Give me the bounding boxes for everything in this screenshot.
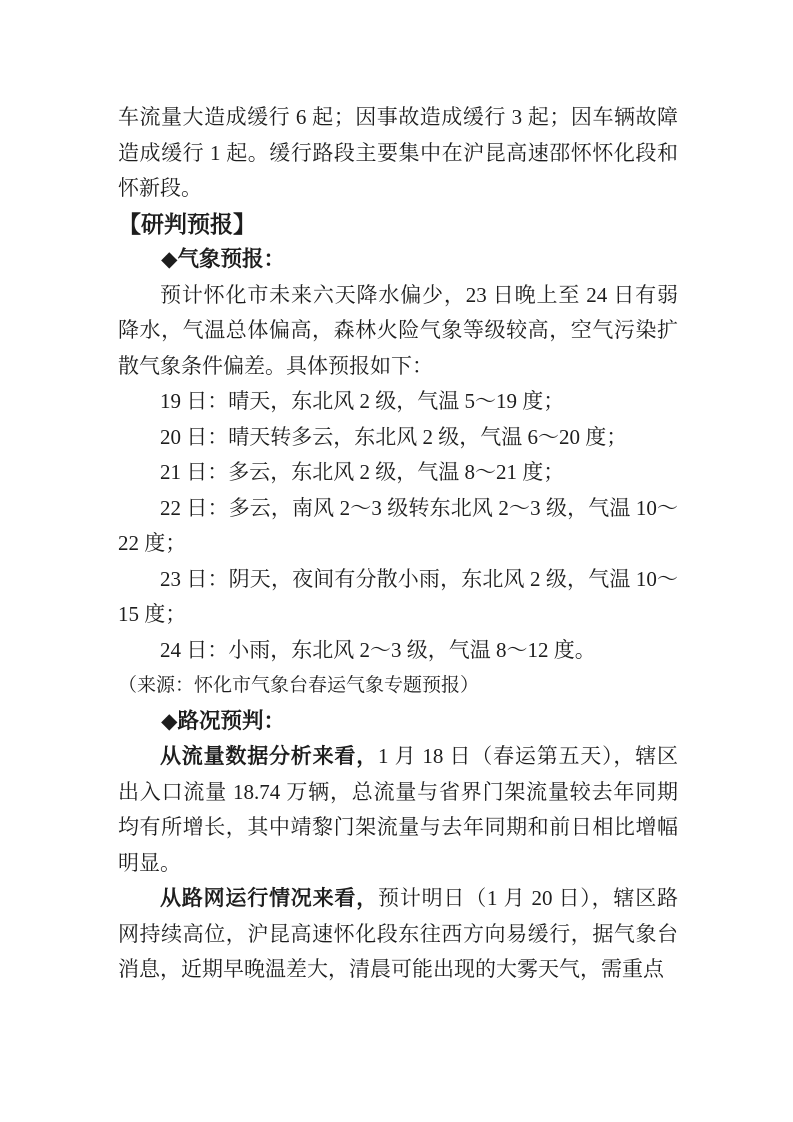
forecast-day-24: 24 日：小雨，东北风 2～3 级，气温 8～12 度。 bbox=[160, 637, 596, 662]
forecast-day-22: 22 日：多云，南风 2～3 级转东北风 2～3 级，气温 10～22 度； bbox=[118, 495, 678, 555]
paragraph-slowdown-summary: 车流量大造成缓行 6 起；因事故造成缓行 3 起；因车辆故障造成缓行 1 起。缓行路段主要集中在沪昆高速邵怀怀化段和怀新段。 bbox=[118, 105, 678, 200]
flow-analysis-text: 1 月 18 日（春运第五天），辖区出入口流量 18.74 万辆，总流量与省界门架流量较去年同期均有所增长，其中靖黎门架流量与去年同期和前日相比增幅明显。 bbox=[118, 744, 679, 875]
source-attribution: （来源：怀化市气象台春运气象专题预报） bbox=[118, 675, 480, 696]
weather-forecast-heading: ◆气象预报： bbox=[161, 247, 286, 271]
forecast-day-20: 20 日：晴天转多云，东北风 2 级，气温 6～20 度； bbox=[160, 424, 628, 449]
flow-analysis-lead: 从流量数据分析来看， bbox=[160, 745, 379, 768]
network-outlook-lead: 从路网运行情况来看， bbox=[160, 887, 379, 910]
network-outlook-text: 预计明日（1 月 20 日），辖区路网持续高位，沪昆高速怀化段东往西方向易缓行，据气象台消息，近期早晚温差大，清晨可能出现的大雾天气，需重点 bbox=[118, 886, 679, 981]
forecast-day-23: 23 日：阴天，夜间有分散小雨，东北风 2 级，气温 10～15 度； bbox=[118, 566, 678, 626]
paragraph-flow-analysis bbox=[118, 739, 678, 881]
section-header-research-forecast: 【研判预报】 bbox=[118, 210, 256, 237]
road-condition-heading: ◆路况预判： bbox=[161, 708, 286, 733]
forecast-day-19: 19 日：晴天，东北风 2 级，气温 5～19 度； bbox=[160, 389, 565, 413]
forecast-day-21: 21 日：多云，东北风 2 级，气温 8～21 度； bbox=[160, 460, 565, 484]
paragraph-network-outlook bbox=[118, 881, 678, 988]
weather-forecast-intro: 预计怀化市未来六天降水偏少，23 日晚上至 24 日有弱降水，气温总体偏高，森林火险气象等级较高，空气污染扩散气象条件偏差。具体预报如下： bbox=[118, 282, 678, 378]
